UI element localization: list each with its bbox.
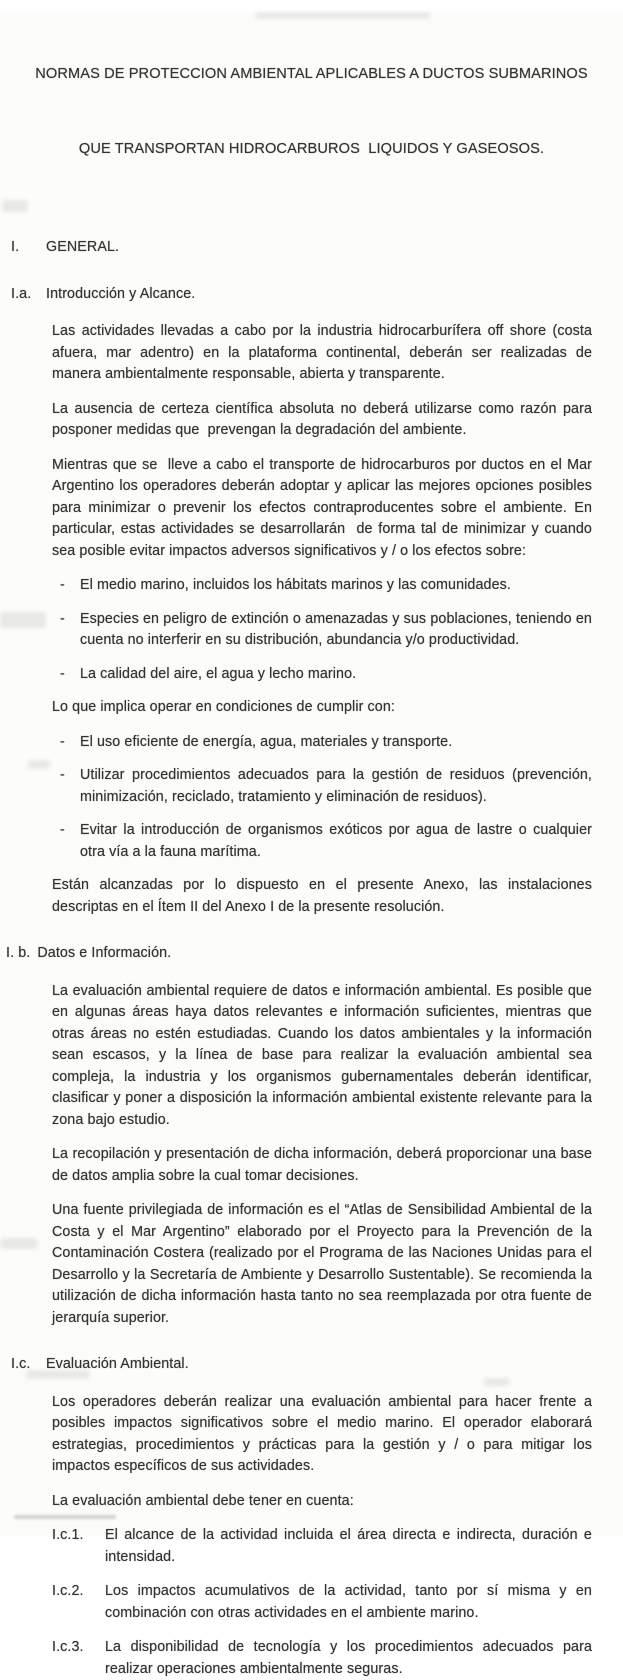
dash-bullet-icon: -: [60, 733, 65, 750]
list-item: [60, 609, 597, 652]
section-heading: [6, 943, 592, 965]
body-text: Están alcanzadas por lo dispuesto en el presente Anexo, las instalaciones descriptas en el Ítem II del Anexo I de la presente resolución.: [52, 877, 597, 915]
section-heading-text: Introducción y Alcance.: [46, 285, 196, 302]
paragraph: [52, 1392, 597, 1478]
item-label: I.a.: [11, 285, 32, 302]
body-text: Las actividades llevadas a cabo por la industria hidrocarburífera off shore (costa afuera, mar adentro) en la plataforma continental, deberán ser realizadas de manera ambientalmente responsable, abierta y transparente.: [52, 323, 597, 382]
dash-bullet-icon: -: [60, 610, 65, 627]
paragraph: [52, 399, 597, 442]
list-item: [60, 664, 592, 686]
dash-bullet-icon: -: [60, 665, 65, 682]
body-text: La ausencia de certeza científica absoluta no deberá utilizarse como razón para posponer medidas que prevengan la degradación del ambiente.: [52, 400, 597, 438]
body-text: La disponibilidad de tecnología y los procedimientos adecuados para realizar operaciones ambientalmente seguras.: [105, 1639, 597, 1677]
body-text: Lo que implica operar en condiciones de cumplir con:: [52, 699, 395, 715]
body-text: Mientras que se lleve a cabo el transporte de hidrocarburos por ductos en el Mar Argentino los operadores deberán adoptar y aplicar las mejores opciones posibles para minimizar o prevenir los efectos contraproducentes sobre el ambiente. En particular, estas actividades se desarrollarán de forma tal de minimizar y cuando sea posible evitar impactos adversos significativos y / o los efectos sobre:: [52, 456, 597, 559]
document-body: [0, 237, 623, 1680]
paragraph: [52, 455, 597, 563]
paragraph: [52, 1144, 597, 1187]
item-label: I.: [11, 239, 20, 255]
list-item: [60, 575, 592, 597]
paragraph: [52, 1200, 597, 1329]
list-item: [60, 732, 592, 754]
body-text: Evitar la introducción de organismos exóticos por agua de lastre o cualquier otra vía a la fauna marítima.: [80, 822, 597, 860]
body-text: El uso eficiente de energía, agua, materiales y transporte.: [80, 733, 453, 750]
paragraph: [52, 697, 592, 719]
section-heading-text: GENERAL.: [46, 239, 120, 255]
section-heading: [11, 237, 592, 259]
list-item: [60, 765, 597, 808]
paragraph: [52, 1491, 592, 1513]
paragraph: [52, 321, 597, 386]
dash-bullet-icon: -: [60, 822, 65, 838]
item-label: I. b.: [6, 945, 31, 961]
document-title-line1: NORMAS DE PROTECCION AMBIENTAL APLICABLES A DUCTOS SUBMARINOS: [35, 66, 588, 82]
body-text: Una fuente privilegiada de información es el “Atlas de Sensibilidad Ambiental de la Costa y el Mar Argentino” elaborado por el Proyecto para la Prevención de la Contaminación Costera (realizado por el Programa de las Naciones Unidas para el Desarrollo y la Secretaría de Ambiente y Desarrollo Sustentable). Se recomienda la utilización de dicha información hasta tanto no sea reemplazada por otra fuente de jerarquía superior.: [52, 1202, 597, 1326]
body-text: Utilizar procedimientos adecuados para la gestión de residuos (prevención, minimización, reciclado, tratamiento y eliminación de residuos).: [80, 767, 597, 805]
numbered-item: [52, 1637, 597, 1680]
body-text: El alcance de la actividad incluida el área directa e indirecta, duración e intensidad.: [105, 1527, 597, 1565]
item-label: I.c.: [11, 1356, 31, 1372]
numbered-item: [52, 1525, 597, 1568]
body-text: La recopilación y presentación de dicha información, deberá proporcionar una base de datos amplia sobre la cual tomar decisiones.: [52, 1146, 597, 1184]
section-heading: [11, 284, 592, 306]
item-label: I.c.3.: [52, 1639, 84, 1655]
section-heading-text: Datos e Información.: [37, 945, 172, 961]
section-heading: [11, 1354, 592, 1376]
item-label: I.c.2.: [52, 1583, 84, 1599]
body-text: La evaluación ambiental requiere de datos e información ambiental. Es posible que en algunas áreas haya datos relevantes e información suficientes, mientras que otras áreas no estén estudiadas. Cuando los datos ambientales y la información sean escasos, y la línea de base para realizar la evaluación ambiental sea compleja, la industria y los organismos gubernamentales deberán identificar, clasificar y poner a disposición la información ambiental existente relevante para la zona bajo estudio.: [52, 982, 597, 1128]
body-text: La calidad del aire, el agua y lecho marino.: [80, 665, 357, 682]
section-heading-text: Evaluación Ambiental.: [46, 1356, 189, 1372]
list-item: [60, 820, 597, 863]
item-label: I.c.1.: [52, 1527, 84, 1543]
dash-bullet-icon: -: [60, 767, 65, 783]
document-title-line2: QUE TRANSPORTAN HIDROCARBUROS LIQUIDOS Y GASEOSOS.: [78, 141, 545, 157]
scanned-document-page: [0, 12, 623, 1677]
body-text: Especies en peligro de extinción o amenazadas y sus poblaciones, teniendo en cuenta no interferir en su distribución, abundancia y/o productividad.: [80, 610, 597, 648]
numbered-item: [52, 1581, 597, 1624]
body-text: El medio marino, incluidos los hábitats marinos y las comunidades.: [80, 577, 511, 593]
body-text: Los impactos acumulativos de la actividad, tanto por sí misma y en combinación con otras actividades en el ambiente marino.: [105, 1583, 597, 1621]
paragraph: [52, 981, 597, 1132]
body-text: Los operadores deberán realizar una evaluación ambiental para hacer frente a posibles impactos significativos sobre el medio marino. El operador elaborará estrategias, procedimientos y prácticas para la gestión y / o para mitigar los impactos específicos de sus actividades.: [52, 1393, 597, 1474]
dash-bullet-icon: -: [60, 577, 65, 593]
paragraph: [52, 875, 597, 918]
document-title: [18, 12, 605, 212]
body-text: La evaluación ambiental debe tener en cuenta:: [52, 1492, 354, 1509]
